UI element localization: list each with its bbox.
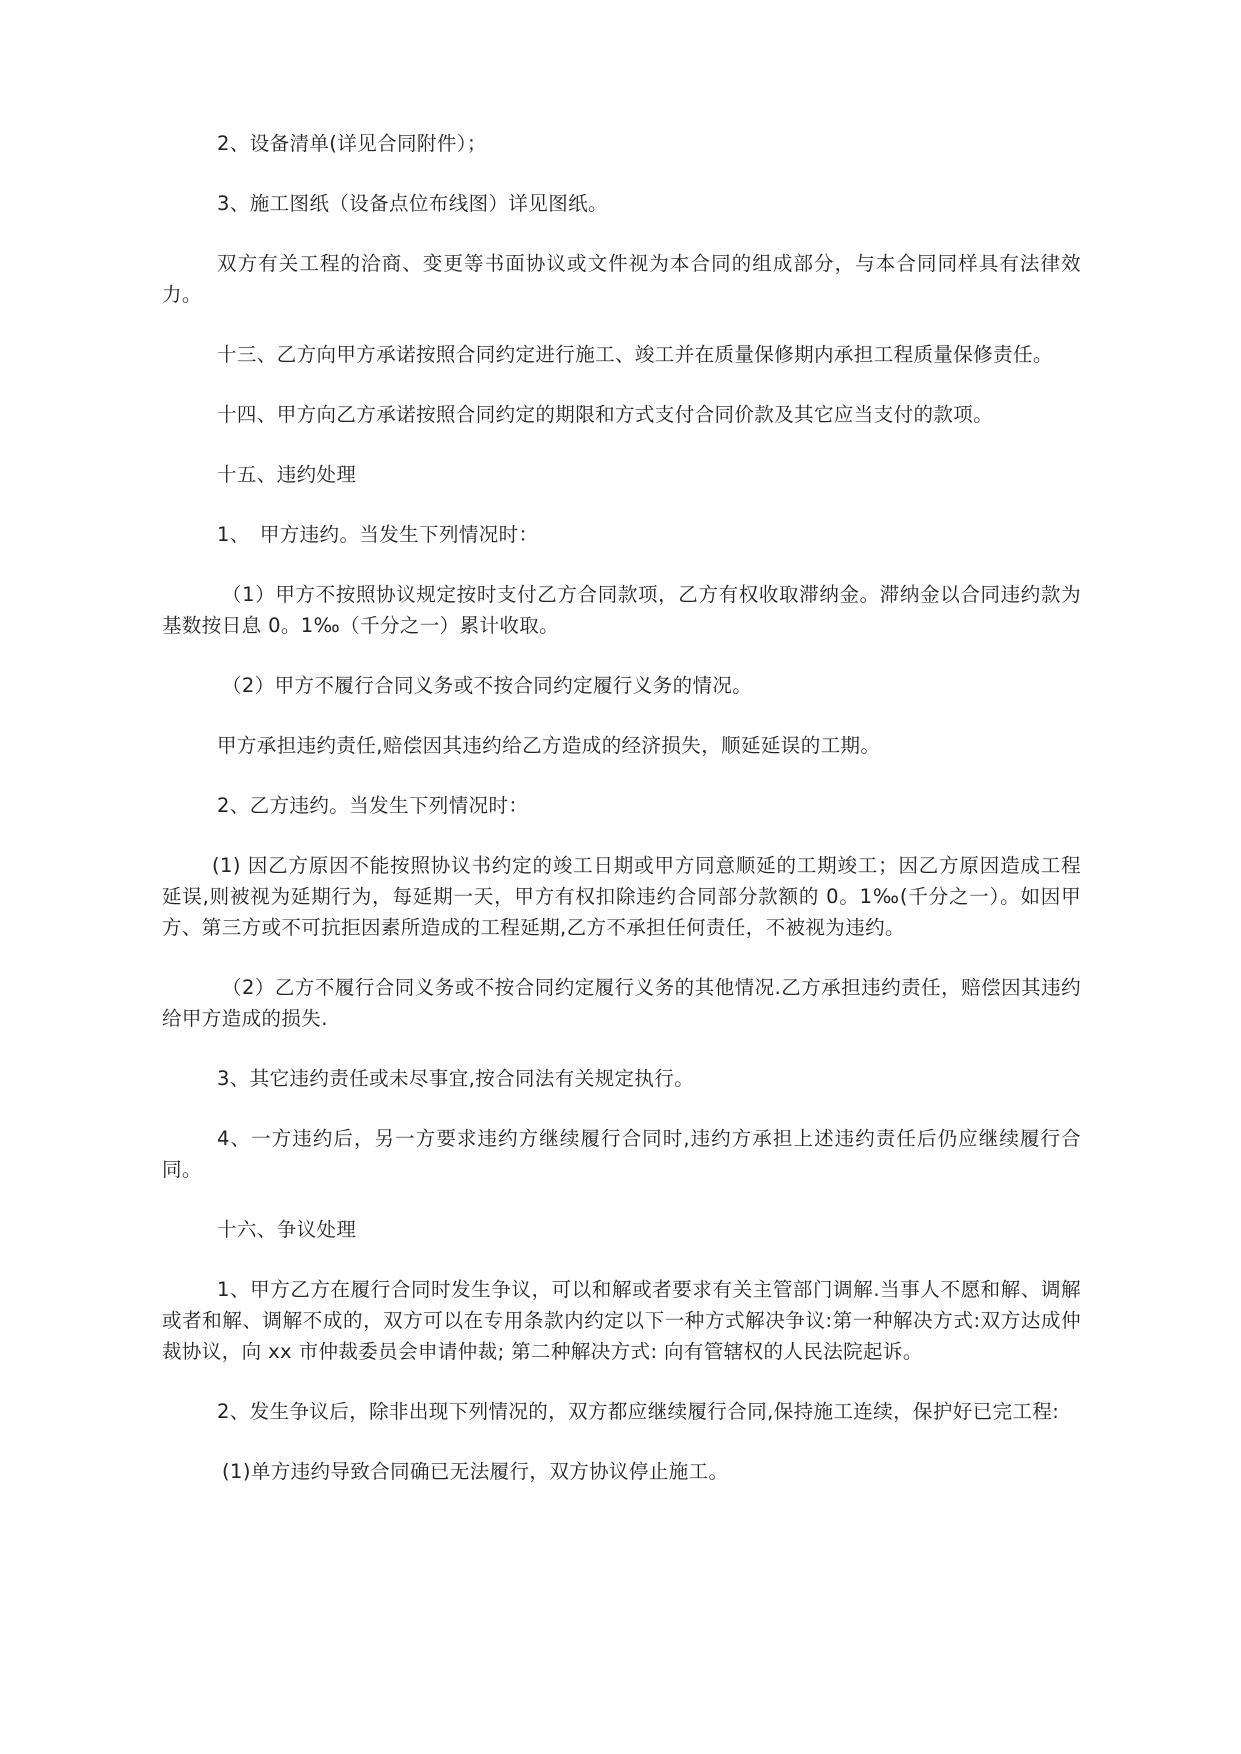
party-a-breach-heading: 1、 甲方违约。当发生下列情况时：	[217, 523, 539, 546]
party-b-breach-heading: 2、乙方违约。当发生下列情况时：	[217, 794, 529, 817]
equipment-list-item: 2、设备清单(详见合同附件）；	[217, 132, 487, 155]
dispute-resolution-item-1: 1、甲方乙方在履行合同时发生争议，可以和解或者要求有关主管部门调解.当事人不愿和解、调解或者和解、调解不成的，双方可以在专用条款内约定以下一种方式解决争议:第一种解决方式:双方达成仲裁协议，向 xx 市仲裁委员会申请仲裁; 第二种解决方式: 向有管辖权的人民法院起诉。	[162, 1278, 1081, 1363]
dispute-resolution-item-2: 2、发生争议后，除非出现下列情况的，双方都应继续履行合同,保持施工连续，保护好已完工程:	[217, 1400, 1060, 1423]
party-b-breach-item-1: (1) 因乙方原因不能按照协议书约定的竣工日期或甲方同意顺延的工期竣工；因乙方原因造成工程延误,则被视为延期行为，每延期一天，甲方有权扣除违约合同部分款额的 0。1‰(千分之一）。如因甲方、第三方或不可抗拒因素所造成的工程延期,乙方不承担任何责任，不被视为违约。	[162, 854, 1081, 939]
clause-16-heading: 十六、争议处理	[217, 1218, 357, 1241]
continued-performance-item: 4、一方违约后，另一方要求违约方继续履行合同时,违约方承担上述违约责任后仍应继续履行合同。	[162, 1127, 1081, 1181]
drawings-item: 3、施工图纸（设备点位布线图）详见图纸。	[217, 192, 608, 215]
other-breach-item: 3、其它违约责任或未尽事宜,按合同法有关规定执行。	[217, 1067, 695, 1090]
clause-14-paragraph: 十四、甲方向乙方承诺按照合同约定的期限和方式支付合同价款及其它应当支付的款项。	[217, 403, 994, 426]
clause-15-heading: 十五、违约处理	[217, 463, 357, 486]
party-a-breach-item-1: （1）甲方不按照协议规定按时支付乙方合同款项，乙方有权收取滞纳金。滞纳金以合同违约款为基数按日息 0。1‰（千分之一）累计收取。	[162, 583, 1081, 637]
party-a-breach-item-2: （2）甲方不履行合同义务或不按合同约定履行义务的情况。	[222, 674, 753, 697]
party-b-breach-item-2: （2）乙方不履行合同义务或不按合同约定履行义务的其他情况.乙方承担违约责任，赔偿因其违约给甲方造成的损失.	[162, 976, 1081, 1030]
amendments-paragraph: 双方有关工程的洽商、变更等书面协议或文件视为本合同的组成部分，与本合同同样具有法律效力。	[162, 252, 1081, 306]
party-a-liability-paragraph: 甲方承担违约责任,赔偿因其违约给乙方造成的经济损失，顺延延误的工期。	[217, 734, 881, 757]
clause-13-paragraph: 十三、乙方向甲方承诺按照合同约定进行施工、竣工并在质量保修期内承担工程质量保修责任。	[217, 343, 1053, 366]
dispute-exception-item-1: (1)单方违约导致合同确已无法履行，双方协议停止施工。	[222, 1460, 729, 1483]
